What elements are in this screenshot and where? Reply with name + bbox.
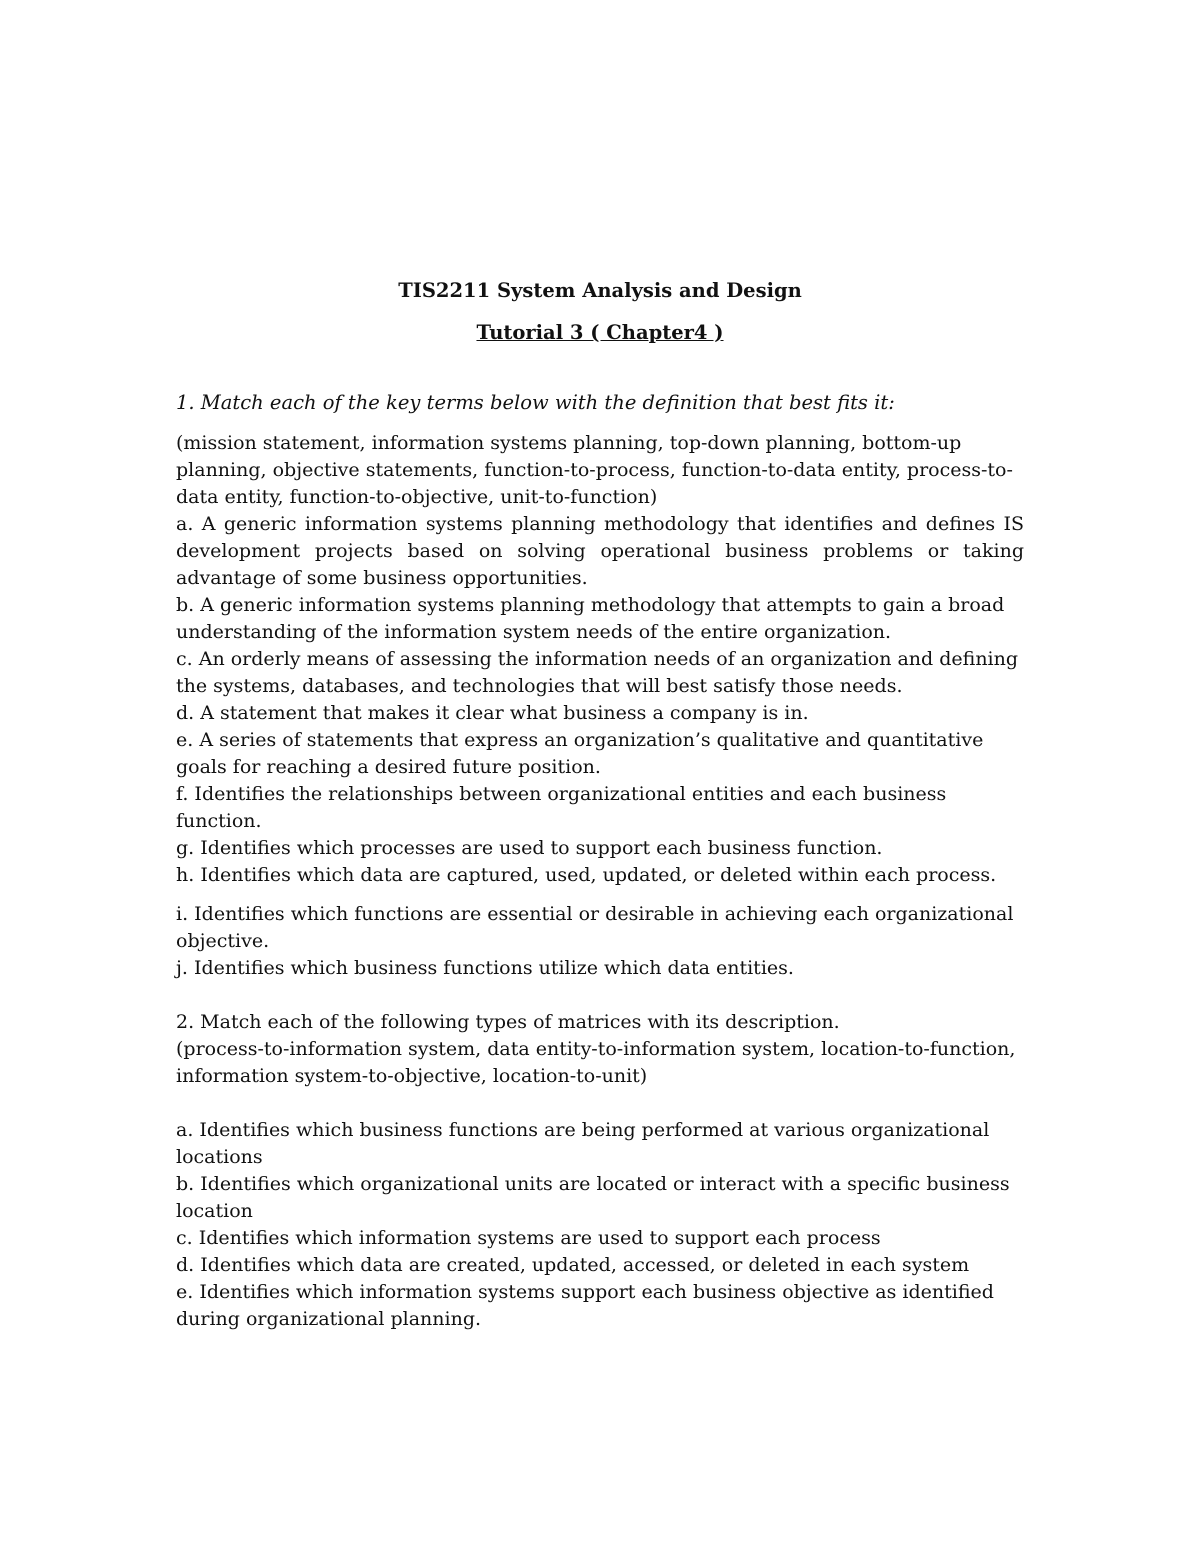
- question-2-item-d: d. Identifies which data are created, updated, accessed, or deleted in each system: [176, 1254, 970, 1276]
- question-2-items: [176, 1117, 1024, 1333]
- document-subtitle: Tutorial 3 ( Chapter4 ): [476, 321, 724, 344]
- question-1-item-j: j. Identifies which business functions utilize which data entities.: [176, 957, 794, 979]
- question-1-items: [176, 511, 1024, 982]
- question-1-item-d: d. A statement that makes it clear what business a company is in.: [176, 702, 809, 724]
- question-1-item-g: g. Identifies which processes are used to support each business function.: [176, 837, 883, 859]
- document-title: TIS2211 System Analysis and Design: [398, 279, 802, 302]
- question-1-item-f: f. Identifies the relationships between organizational entities and each business function.: [176, 783, 947, 832]
- question-1-item-c: c. An orderly means of assessing the information needs of an organization and defining the systems, databases, and technologies that will best satisfy those needs.: [176, 648, 1019, 697]
- question-1-item-b: b. A generic information systems planning methodology that attempts to gain a broad understanding of the information system needs of the entire organization.: [176, 594, 1005, 643]
- question-2-item-c: c. Identifies which information systems are used to support each process: [176, 1227, 881, 1249]
- question-1-prompt: 1. Match each of the key terms below with the definition that best fits it:: [176, 391, 895, 414]
- question-1-terms: (mission statement, information systems planning, top-down planning, bottom-up planning, objective statements, function-to-process, function-to-data entity, process-to-data entity, function-to-objective, unit-to-function): [176, 432, 1013, 508]
- question-1-item-e: e. A series of statements that express an organization’s qualitative and quantitative goals for reaching a desired future position.: [176, 729, 984, 778]
- question-2-item-a: a. Identifies which business functions are being performed at various organizational locations: [176, 1119, 990, 1168]
- question-1-item-h: h. Identifies which data are captured, used, updated, or deleted within each process.: [176, 864, 997, 886]
- question-2-prompt: 2. Match each of the following types of matrices with its description.: [176, 1011, 840, 1033]
- question-1-item-i: i. Identifies which functions are essential or desirable in achieving each organizational objective.: [176, 903, 1014, 952]
- question-2-item-b: b. Identifies which organizational units are located or interact with a specific business location: [176, 1173, 1010, 1222]
- question-2-terms: (process-to-information system, data entity-to-information system, location-to-function, information system-to-objective, location-to-unit): [176, 1038, 1016, 1087]
- question-2-item-e: e. Identifies which information systems support each business objective as identified during organizational planning.: [176, 1281, 994, 1330]
- document-content: [176, 276, 1024, 1333]
- question-1-item-a: a. A generic information systems planning methodology that identifies and defines IS development projects based on solving operational business problems or taking advantage of some business opportunities.: [176, 513, 1024, 589]
